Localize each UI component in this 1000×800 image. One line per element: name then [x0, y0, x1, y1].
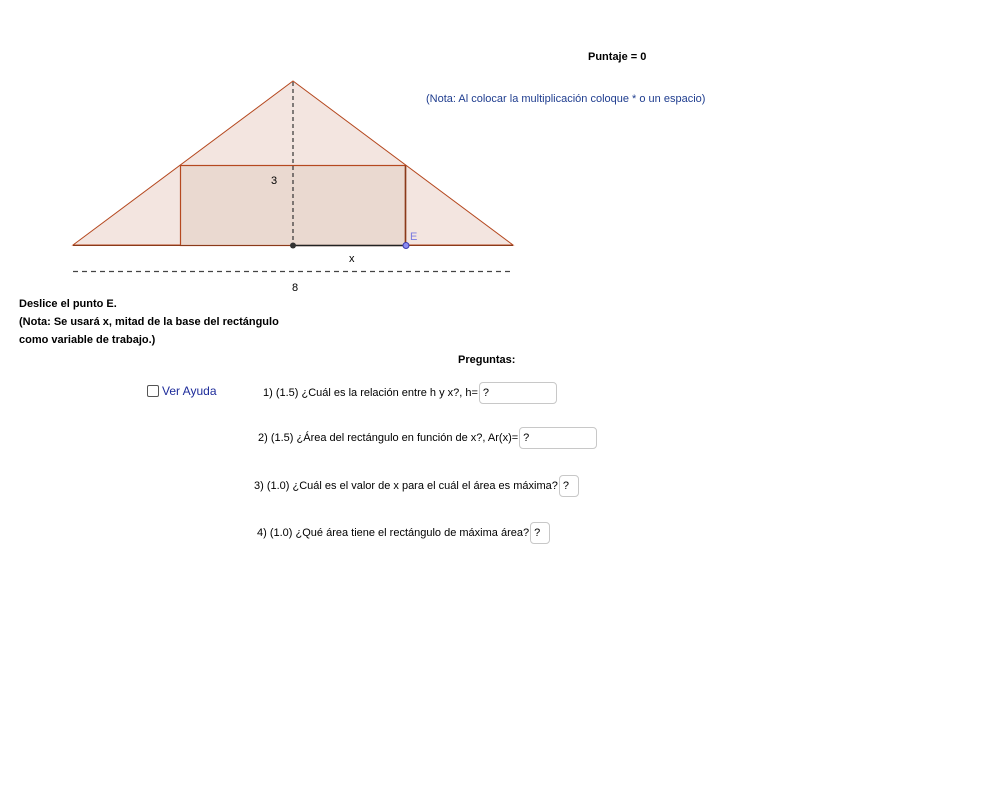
- question-2-text: 2) (1.5) ¿Área del rectángulo en función de x?, Ar(x)=: [258, 432, 519, 444]
- question-1-answer-input[interactable]: [479, 382, 557, 404]
- point-e-label: E: [410, 231, 418, 243]
- base-label: 8: [292, 282, 299, 294]
- question-3: [254, 475, 579, 497]
- instruction-line-3: como variable de trabajo.): [19, 334, 156, 346]
- question-3-text: 3) (1.0) ¿Cuál es el valor de x para el cuál el área es máxima?: [254, 480, 558, 492]
- x-label: x: [349, 253, 355, 265]
- question-4-answer-input[interactable]: [530, 522, 550, 544]
- center-point: [290, 243, 296, 249]
- inscribed-rectangle: [181, 166, 406, 246]
- height-label: 3: [271, 175, 278, 187]
- instruction-line-1: Deslice el punto E.: [19, 298, 117, 310]
- question-1: [263, 382, 557, 404]
- questions-heading: Preguntas:: [458, 354, 516, 366]
- help-toggle[interactable]: [147, 383, 217, 399]
- score-text: Puntaje = 0: [588, 51, 647, 63]
- instruction-line-2: (Nota: Se usará x, mitad de la base del rectángulo: [19, 316, 279, 328]
- point-e[interactable]: [403, 243, 409, 249]
- help-checkbox[interactable]: [147, 385, 159, 397]
- question-4: [257, 522, 550, 544]
- question-2: [258, 427, 597, 449]
- help-toggle-label: Ver Ayuda: [162, 384, 217, 398]
- multiplication-note: (Nota: Al colocar la multiplicación coloque * o un espacio): [426, 93, 706, 105]
- question-4-text: 4) (1.0) ¿Qué área tiene el rectángulo de máxima área?: [257, 527, 530, 539]
- question-3-answer-input[interactable]: [559, 475, 579, 497]
- question-1-text: 1) (1.5) ¿Cuál es la relación entre h y x?, h=: [263, 387, 478, 399]
- question-2-answer-input[interactable]: [519, 427, 597, 449]
